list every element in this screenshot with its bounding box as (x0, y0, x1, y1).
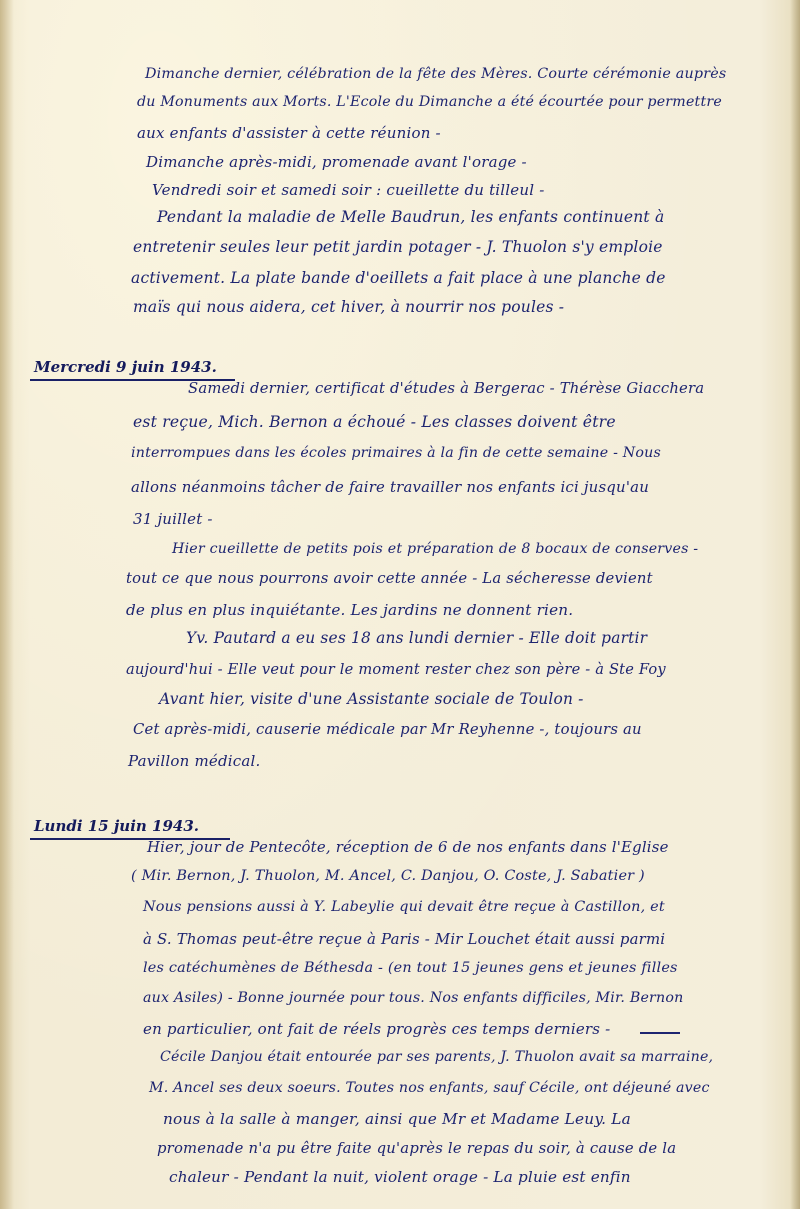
text-line: M. Ancel ses deux soeurs. Toutes nos enfants, sauf Cécile, ont déjeuné avec (149, 1080, 710, 1096)
text-line: Nous pensions aussi à Y. Labeylie qui devait être reçue à Castillon, et (143, 899, 665, 915)
text-line: tout ce que nous pourrons avoir cette année - La sécheresse devient (126, 570, 653, 587)
entry-date: Lundi 15 juin 1943. (34, 817, 199, 835)
text-line: du Monuments aux Morts. L'Ecole du Dimanche a été écourtée pour permettre (137, 94, 722, 110)
text-line: maïs qui nous aidera, cet hiver, à nourrir nos poules - (133, 298, 565, 316)
text-line: Dimanche dernier, célébration de la fête des Mères. Courte cérémonie auprès (145, 66, 727, 82)
page-edge-shadow-left (0, 0, 14, 1209)
text-line: Dimanche après-midi, promenade avant l'orage - (146, 153, 527, 171)
text-line: Pavillon médical. (128, 752, 261, 770)
text-line: promenade n'a pu être faite qu'après le repas du soir, à cause de la (157, 1140, 677, 1157)
entry-date: Mercredi 9 juin 1943. (34, 358, 217, 376)
text-line: Yv. Pautard a eu ses 18 ans lundi dernier - Elle doit partir (186, 629, 648, 647)
text-line: aux Asiles) - Bonne journée pour tous. Nos enfants difficiles, Mir. Bernon (143, 990, 684, 1006)
text-line: à S. Thomas peut-être reçue à Paris - Mir Louchet était aussi parmi (143, 930, 666, 948)
end-dash (640, 1032, 680, 1034)
text-line: 31 juillet - (133, 510, 213, 528)
text-line: Pendant la maladie de Melle Baudrun, les enfants continuent à (157, 208, 665, 226)
text-line: Hier, jour de Pentecôte, réception de 6 de nos enfants dans l'Eglise (147, 838, 669, 856)
text-line: Cet après-midi, causerie médicale par Mr Reyhenne -, toujours au (133, 721, 642, 738)
text-line: aujourd'hui - Elle veut pour le moment rester chez son père - à Ste Foy (126, 661, 666, 678)
text-line: aux enfants d'assister à cette réunion - (137, 124, 441, 142)
text-line: les catéchumènes de Béthesda - (en tout 15 jeunes gens et jeunes filles (143, 960, 678, 976)
text-line: est reçue, Mich. Bernon a échoué - Les classes doivent être (133, 413, 616, 431)
text-line: Vendredi soir et samedi soir : cueillette du tilleul - (152, 181, 545, 199)
text-line: entretenir seules leur petit jardin potager - J. Thuolon s'y emploie (133, 238, 663, 256)
text-line: activement. La plate bande d'oeillets a fait place à une planche de (131, 269, 666, 287)
text-line: Avant hier, visite d'une Assistante sociale de Toulon - (159, 690, 584, 708)
text-line: de plus en plus inquiétante. Les jardins ne donnent rien. (126, 601, 574, 619)
text-line: Cécile Danjou était entourée par ses parents, J. Thuolon avait sa marraine, (160, 1049, 714, 1065)
text-line: interrompues dans les écoles primaires à la fin de cette semaine - Nous (131, 445, 661, 461)
text-line: Samedi dernier, certificat d'études à Bergerac - Thérèse Giacchera (188, 380, 705, 397)
text-line: chaleur - Pendant la nuit, violent orage - La pluie est enfin (169, 1168, 631, 1186)
text-line: Hier cueillette de petits pois et préparation de 8 bocaux de conserves - (172, 541, 699, 557)
text-line: allons néanmoins tâcher de faire travailler nos enfants ici jusqu'au (131, 478, 649, 496)
text-line: nous à la salle à manger, ainsi que Mr et Madame Leuy. La (163, 1110, 631, 1128)
page-edge-shadow-right (790, 0, 800, 1209)
text-line: en particulier, ont fait de réels progrès ces temps derniers - (143, 1020, 611, 1038)
text-line: ( Mir. Bernon, J. Thuolon, M. Ancel, C. Danjou, O. Coste, J. Sabatier ) (131, 868, 645, 884)
